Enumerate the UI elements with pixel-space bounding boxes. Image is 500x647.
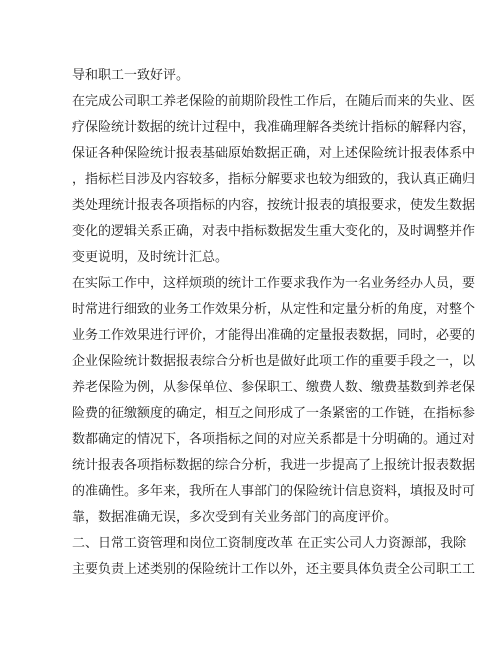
text-line: 数都确定的情况下，各项指标之间的对应关系都是十分明确的。通过对 [72,432,476,447]
text-line: ，指标栏目涉及内容较多，指标分解要求也较为细致的，我认真正确归 [72,172,476,187]
text-line: 保证各种保险统计报表基础原始数据正确，对上述保险统计报表体系中 [72,146,476,161]
text-line: 二、日常工资管理和岗位工资制度改革 在正实公司人力资源部，我除 [72,536,467,551]
text-line: 统计报表各项指标数据的综合分析，我进一步提高了上报统计报表数据 [72,458,476,473]
text-line: 企业保险统计数据报表综合分析也是做好此项工作的重要手段之一，以 [72,354,476,369]
text-line: 的准确性。多年来，我所在人事部门的保险统计信息资料，填报及时可 [72,484,476,499]
text-line: 险费的征缴额度的确定，相互之间形成了一条紧密的工作链，在指标参 [72,406,476,421]
text-line: 变更说明，及时统计汇总。 [72,250,229,265]
text-line: 靠，数据准确无误，多次受到有关业务部门的高度评价。 [72,510,398,525]
text-line: 导和职工一致好评。 [72,68,190,83]
text-line: 在实际工作中，这样烦琐的统计工作要求我作为一名业务经办人员，要 [72,276,476,291]
text-line: 疗保险统计数据的统计过程中，我准确理解各类统计指标的解释内容， [72,120,476,135]
text-line: 业务工作效果进行评价，才能得出准确的定量报表数据，同时，必要的 [72,328,476,343]
text-line: 变化的逻辑关系正确，对表中指标数据发生重大变化的，及时调整并作 [72,224,476,239]
text-line: 养老保险为例，从参保单位、参保职工、缴费人数、缴费基数到养老保 [72,380,476,395]
text-line: 时常进行细致的业务工作效果分析，从定性和定量分析的角度，对整个 [72,302,476,317]
text-line: 类处理统计报表各项指标的内容，按统计报表的填报要求，使发生数据 [72,198,476,213]
text-line: 在完成公司职工养老保险的前期阶段性工作后，在随后而来的失业、医 [72,94,476,109]
body-text [72,63,476,583]
text-line: 主要负责上述类别的保险统计工作以外，还主要具体负责全公司职工工 [72,562,476,577]
